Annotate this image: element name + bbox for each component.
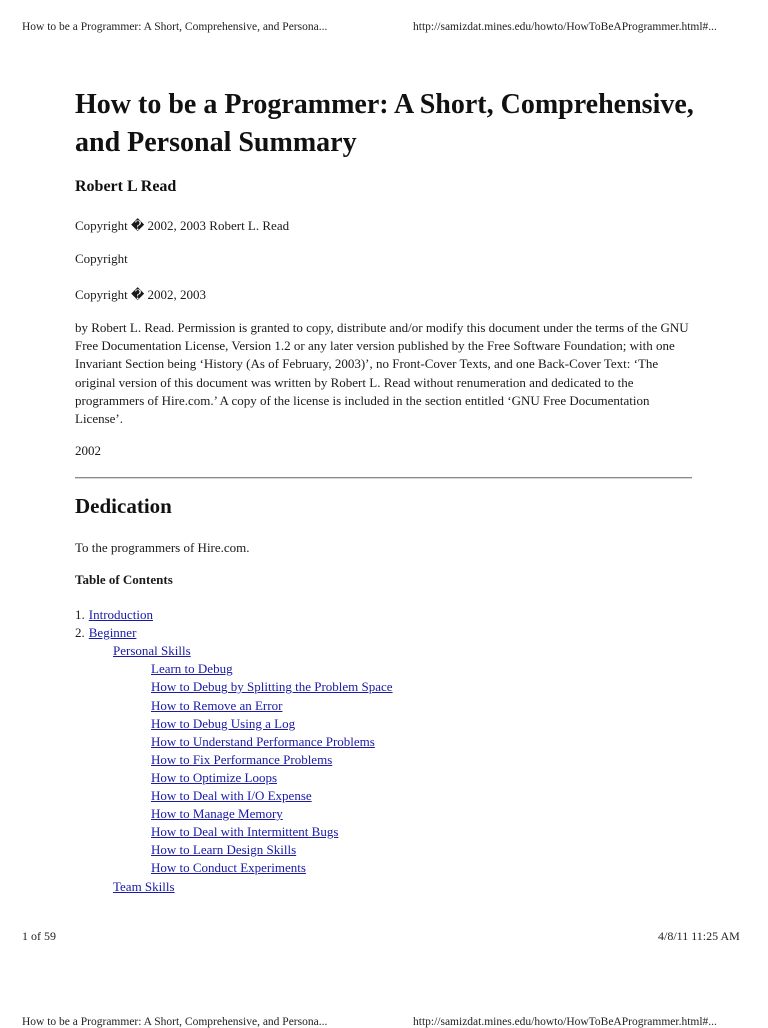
toc-link[interactable]: How to Deal with I/O Expense: [151, 788, 312, 803]
toc-item: [151, 823, 338, 841]
toc-item: [75, 606, 153, 624]
toc-item: [151, 697, 282, 715]
toc-item: [151, 751, 332, 769]
toc-link[interactable]: How to Optimize Loops: [151, 769, 278, 785]
toc-link[interactable]: How to Fix Performance Problems: [151, 751, 333, 767]
toc-item: [75, 624, 136, 642]
toc-link[interactable]: How to Conduct Experiments: [151, 860, 306, 876]
copyright-line-1: Copyright � 2002, 2003 Robert L. Read: [75, 218, 290, 233]
print-timestamp: 4/8/11 11:25 AM: [658, 929, 740, 943]
toc-heading: Table of Contents: [75, 572, 173, 587]
toc-item: [151, 769, 277, 787]
toc-item: [113, 642, 191, 660]
toc-item: [113, 878, 175, 896]
section-divider: [75, 477, 692, 479]
toc-link[interactable]: Beginner: [88, 625, 137, 641]
toc-item: [151, 660, 233, 678]
print-header-title: How to be a Programmer: A Short, Comprehensive, and Persona...: [22, 21, 328, 33]
toc-link[interactable]: Team Skills: [113, 878, 175, 894]
toc-item-number: 1.: [75, 607, 85, 622]
toc-item: [151, 787, 312, 805]
page-title: How to be a Programmer: A Short, Comprehensive, and Personal Summary: [75, 89, 694, 158]
toc-link[interactable]: How to Debug by Splitting the Problem Space: [151, 679, 393, 695]
toc-item: [151, 805, 283, 823]
toc-item: [151, 859, 306, 877]
print-header-url: http://samizdat.mines.edu/howto/HowToBeAProgrammer.html#...: [413, 21, 717, 33]
toc-link[interactable]: How to Debug Using a Log: [151, 715, 296, 731]
copyright-line-3: Copyright � 2002, 2003: [75, 287, 207, 302]
toc-link[interactable]: How to Remove an Error: [151, 697, 283, 713]
author-name: Robert L Read: [75, 178, 177, 195]
toc-link[interactable]: Introduction: [88, 607, 154, 622]
year-text: 2002: [75, 443, 101, 458]
toc-link[interactable]: Personal Skills: [113, 643, 191, 659]
toc-item: [151, 678, 393, 696]
toc-link[interactable]: How to Deal with Intermittent Bugs: [151, 824, 339, 840]
dedication-text: To the programmers of Hire.com.: [75, 540, 250, 555]
toc-link[interactable]: Learn to Debug: [151, 661, 233, 677]
toc-item: [151, 841, 296, 859]
page-number: 1 of 59: [22, 929, 56, 943]
toc-link[interactable]: How to Understand Performance Problems: [151, 733, 375, 749]
toc-link[interactable]: How to Manage Memory: [151, 806, 283, 822]
toc-link[interactable]: How to Learn Design Skills: [151, 842, 297, 858]
dedication-heading: Dedication: [75, 494, 172, 518]
toc-item: [151, 733, 375, 751]
next-page-header-title: How to be a Programmer: A Short, Comprehensive, and Persona...: [22, 1016, 328, 1028]
next-page-header-url: http://samizdat.mines.edu/howto/HowToBeAProgrammer.html#...: [413, 1016, 717, 1028]
license-paragraph: by Robert L. Read. Permission is granted to copy, distribute and/or modify this document under the terms of the GNU Free Documentation License, Version 1.2 or any later version published by the Free Software Foundation; with one Invariant Section being ‘History (As of February, 2003)’, no Front-Cover Texts, and one Back-Cover Text: ‘The original version of this document was written by Robert L. Read without renumeration and dedicated to the programmers of Hire.com.’ A copy of the license is included in the section entitled ‘GNU Free Documentation License’.: [75, 320, 689, 427]
toc-item: [151, 715, 295, 733]
toc-item-number: 2.: [75, 625, 85, 641]
copyright-line-2: Copyright: [75, 251, 128, 266]
